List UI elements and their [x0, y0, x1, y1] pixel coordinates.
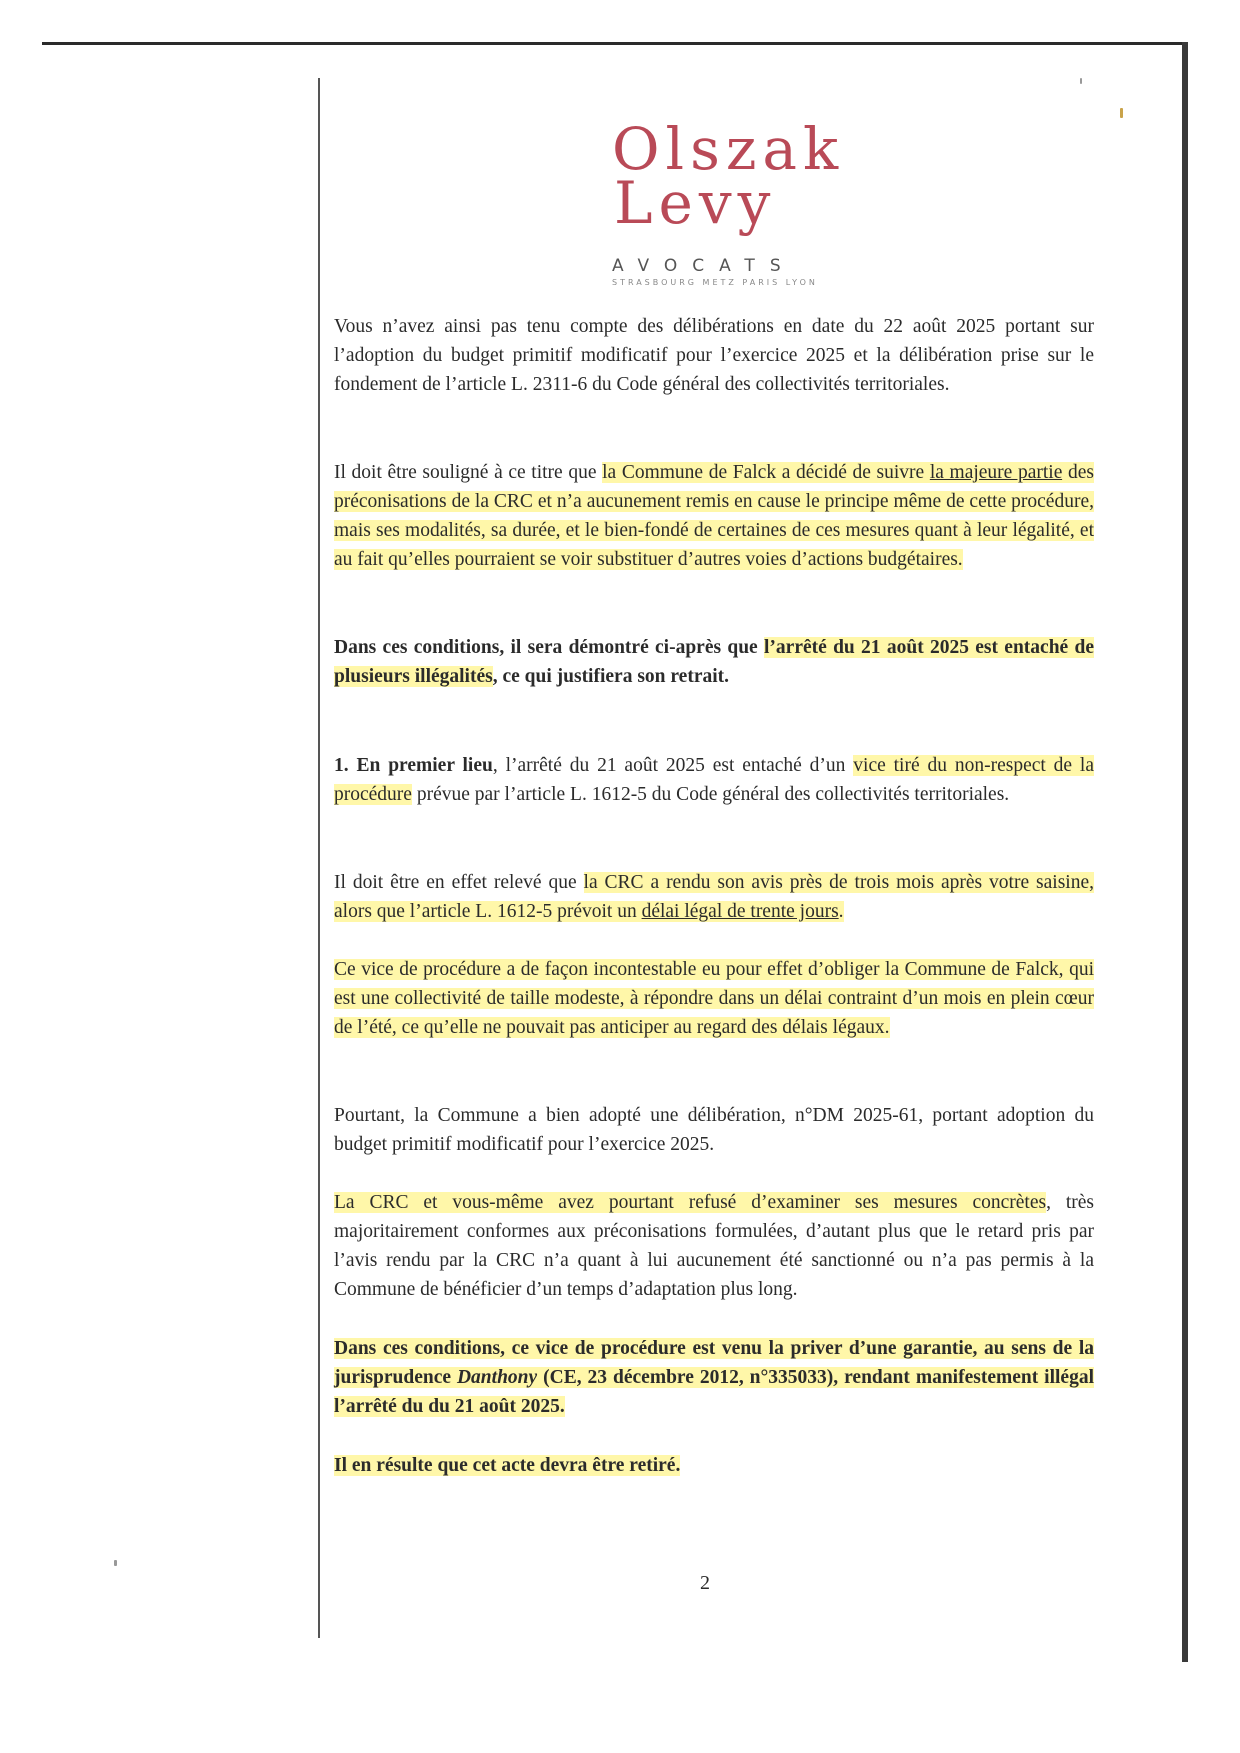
firm-logo: [612, 115, 845, 287]
paragraph: [334, 955, 1094, 1042]
paragraph: [334, 1451, 1094, 1480]
text-run: , très majoritairement conformes aux préconisations formulées, d’autant plus que le retard pris par l’avis rendu par la CRC n’a quant à lui aucunement été sanctionné ou n’a pas permis à la Commune de bénéficier d’un temps d’adaptation plus long.: [334, 1192, 1094, 1300]
text-run: Ce vice de procédure a de façon incontestable eu pour effet d’obliger la Commune de Falck, qui est une collectivité de taille modeste, à répondre dans un délai contraint d’un mois en plein cœur de l’été, ce qu’elle ne pouvait pas anticiper au regard des délais légaux.: [334, 959, 1094, 1038]
paragraph: [334, 458, 1094, 574]
scan-speck: [1080, 78, 1082, 84]
paragraph: [334, 1101, 1094, 1159]
text-run: Dans ces conditions, ce vice de procédure est venu la priver d’une garantie, au sens de la jurisprudence: [334, 1338, 1094, 1388]
text-run: , l’arrêté du 21 août 2025 est entaché d’un: [492, 755, 854, 776]
text-run: .: [838, 901, 844, 922]
text-run: Danthony: [456, 1367, 538, 1388]
scan-speck: [114, 1560, 117, 1566]
text-run: Pourtant, la Commune a bien adopté une délibération, n°DM 2025-61, portant adoption du budget primitif modificatif pour l’exercice 2025.: [334, 1105, 1094, 1155]
text-run: la majeure partie: [929, 462, 1063, 483]
page-number: 2: [700, 1572, 710, 1594]
text-run: Dans ces conditions, il sera démontré ci-après que: [334, 637, 765, 658]
text-run: , ce qui justifiera son retrait.: [492, 666, 730, 687]
paragraph: [334, 1188, 1094, 1304]
text-run: 1. En premier lieu: [334, 755, 493, 776]
scan-top-border: [42, 42, 1182, 45]
logo-subtitle: AVOCATS: [612, 256, 796, 276]
scan-speck: [1120, 108, 1123, 118]
logo-line1: Olszak: [612, 115, 845, 183]
paragraph: [334, 751, 1094, 809]
paragraph: [334, 868, 1094, 926]
logo-cities: STRASBOURG METZ PARIS LYON: [612, 278, 818, 287]
text-run: Vous n’avez ainsi pas tenu compte des délibérations en date du 22 août 2025 portant sur l’adoption du budget primitif modificatif pour l’exercice 2025 et la délibération prise sur le fondement de l’article L. 2311-6 du Code général des collectivités territoriales.: [334, 316, 1094, 395]
text-run: des préconisations de la CRC et n’a aucunement remis en cause le principe même de cette procédure, mais ses modalités, sa durée, et le bien-fondé de certaines de ces mesures quant à leur légalité, et au fait qu’elles pourraient se voir substituer d’autres voies d’actions budgétaires.: [334, 462, 1094, 570]
logo-line2: Levy: [614, 169, 777, 237]
scan-right-border: [1182, 42, 1188, 1662]
text-run: Il en résulte que cet acte devra être retiré.: [334, 1455, 681, 1476]
text-run: la CRC a rendu son avis près de trois mois après votre saisine, alors que l’article L. 1612-5 prévoit un: [334, 872, 1094, 922]
text-run: La CRC et vous-même avez pourtant refusé d’examiner ses mesures concrètes: [334, 1192, 1047, 1213]
margin-rule: [318, 78, 320, 1638]
text-run: (CE, 23 décembre 2012, n°335033), rendant manifestement illégal l’arrêté du du 21 août 2025.: [334, 1367, 1094, 1417]
text-run: vice tiré du non-respect de la procédure: [334, 755, 1094, 805]
text-run: la Commune de Falck a décidé de suivre: [602, 462, 930, 483]
paragraph: [334, 312, 1094, 399]
text-run: l’arrêté du 21 août 2025 est entaché de plusieurs illégalités: [334, 637, 1094, 687]
text-run: Il doit être souligné à ce titre que: [334, 462, 603, 483]
text-run: délai légal de trente jours: [641, 901, 839, 922]
text-run: prévue par l’article L. 1612-5 du Code général des collectivités territoriales.: [411, 784, 1010, 805]
paragraph: [334, 633, 1094, 691]
text-run: Il doit être en effet relevé que: [334, 872, 584, 893]
paragraph: [334, 1334, 1094, 1421]
